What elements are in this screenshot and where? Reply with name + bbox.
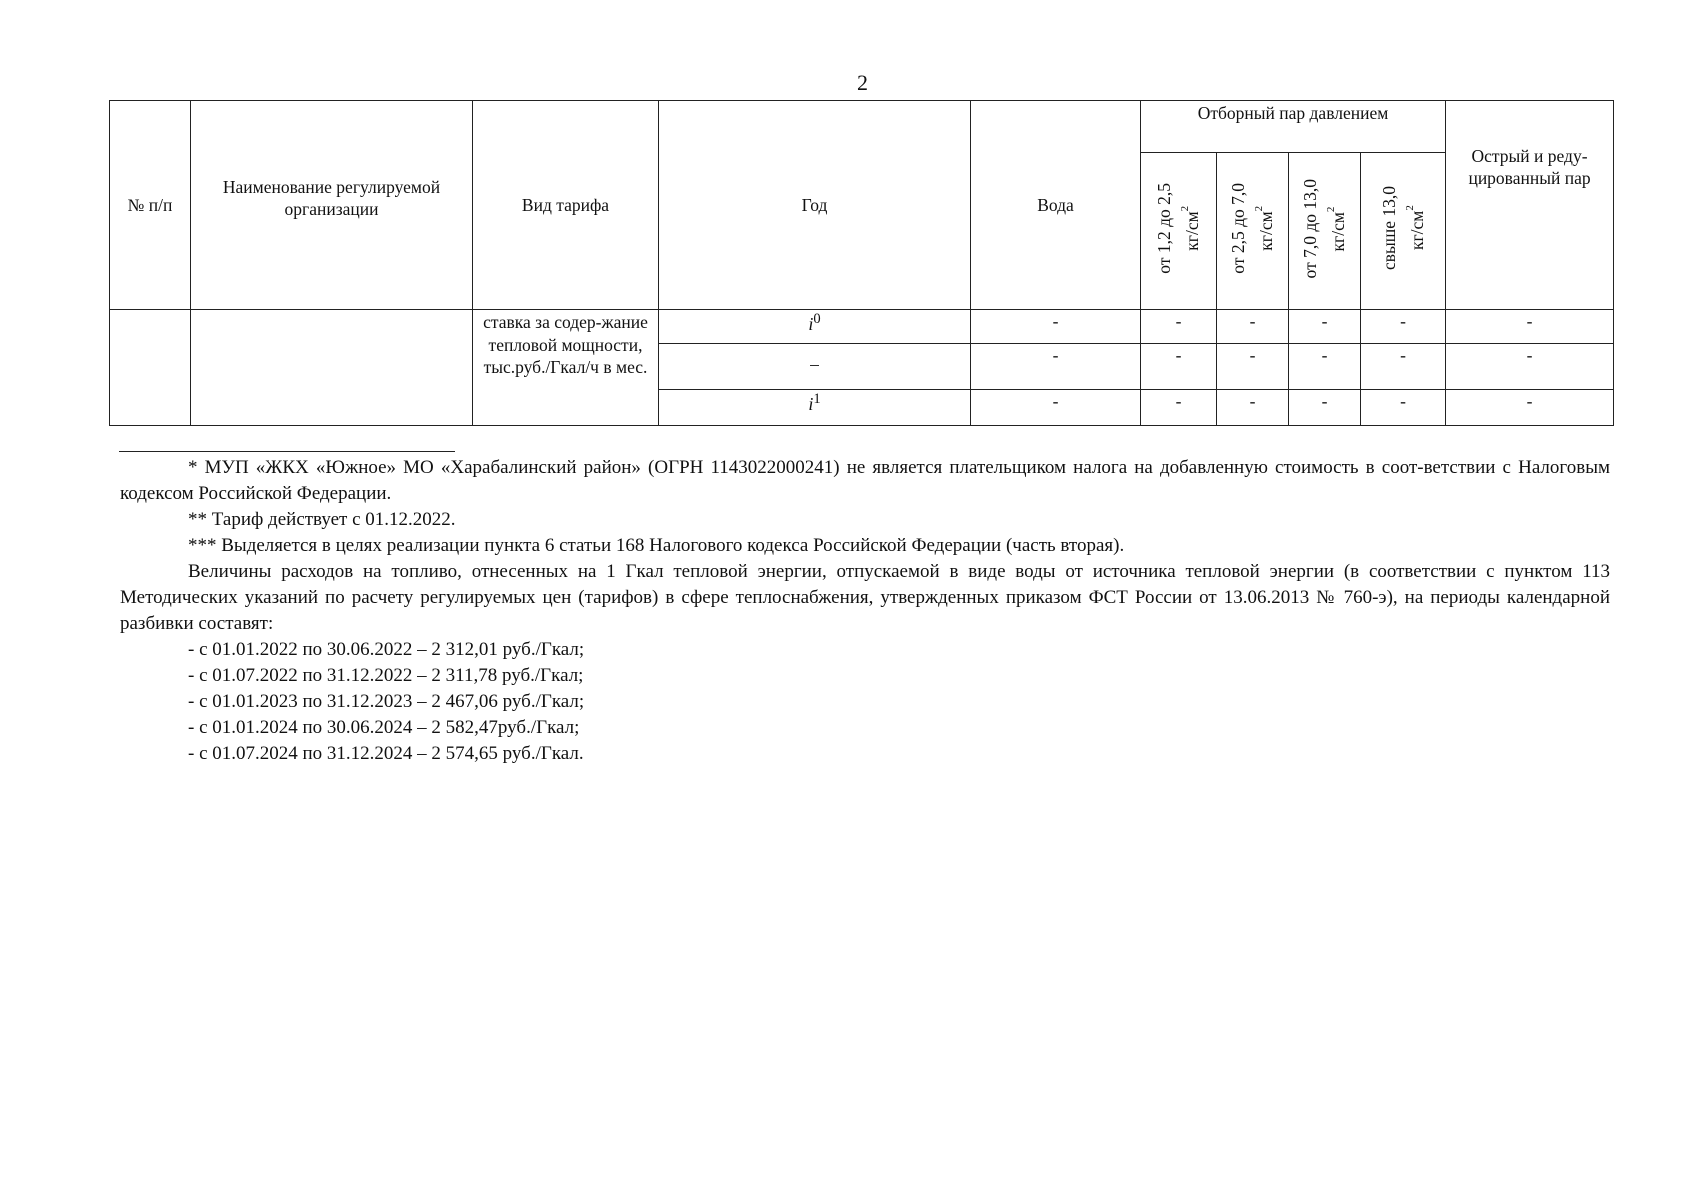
cell-year: –: [659, 344, 971, 390]
footnote-separator: [119, 451, 455, 452]
footnote-vat: * МУП «ЖКХ «Южное» МО «Харабалинский район» (ОГРН 1143022000241) не является плательщиком налога на добавленную стоимость в соот-ветствии с Налоговым кодексом Российской Федерации.: [120, 457, 1610, 504]
table-row: [110, 310, 1614, 344]
header-pressure-2: от 2,5 до 7,0 $кг/см^2$: [1217, 153, 1289, 310]
cell-p1: -: [1141, 390, 1217, 426]
footnote-tariff-date: ** Тариф действует с 01.12.2022.: [188, 509, 456, 530]
list-item: - с 01.01.2022 по 30.06.2022 – 2 312,01 руб./Гкал;: [188, 639, 585, 660]
cell-water: -: [971, 344, 1141, 390]
cell-p3: -: [1289, 344, 1361, 390]
cell-rate-label: ставка за содер-жание тепловой мощности, тыс.руб./Гкал/ч в мес.: [473, 310, 659, 426]
fuel-costs-paragraph: Величины расходов на топливо, отнесенных на 1 Гкал тепловой энергии, отпускаемой в виде воды от источника тепловой энергии (в соответствии с пунктом 113 Методических указаний по расчету регулируемых цен (тарифов) в сфере теплоснабжения, утвержденных приказом ФСТ России от 13.06.2013 № 760-э), на периоды календарной разбивки составят:: [120, 561, 1610, 634]
list-item: - с 01.01.2024 по 30.06.2024 – 2 582,47руб./Гкал;: [188, 717, 580, 738]
cell-num: [110, 310, 191, 426]
footnotes-section: [120, 455, 1610, 767]
cell-p4: -: [1361, 344, 1446, 390]
header-steam-group: Отборный пар давлением: [1141, 101, 1446, 153]
cell-sharp: -: [1446, 390, 1614, 426]
cell-p2: -: [1217, 344, 1289, 390]
cell-p1: -: [1141, 310, 1217, 344]
cell-org: [191, 310, 473, 426]
cell-p2: -: [1217, 310, 1289, 344]
cell-sharp: -: [1446, 344, 1614, 390]
cell-sharp: -: [1446, 310, 1614, 344]
cell-water: -: [971, 390, 1141, 426]
header-num: № п/п: [110, 101, 191, 310]
page-number: 2: [857, 70, 868, 95]
header-org: Наименование регулируемой организации: [191, 101, 473, 310]
list-item: - с 01.01.2023 по 31.12.2023 – 2 467,06 руб./Гкал;: [188, 691, 585, 712]
cell-p3: -: [1289, 390, 1361, 426]
header-pressure-4: свыше 13,0 $кг/см^2$: [1361, 153, 1446, 310]
cell-p4: -: [1361, 390, 1446, 426]
footnote-tax-code: *** Выделяется в целях реализации пункта 6 статьи 168 Налогового кодекса Российской Федерации (часть вторая).: [188, 535, 1125, 556]
header-year: Год: [659, 101, 971, 310]
header-pressure-1: от 1,2 до 2,5 $кг/см^2$: [1141, 153, 1217, 310]
list-item: - с 01.07.2022 по 31.12.2022 – 2 311,78 руб./Гкал;: [188, 665, 584, 686]
tariff-table: [109, 100, 1614, 426]
header-sharp-steam: Острый и реду-цированный пар: [1446, 101, 1614, 310]
cell-p2: -: [1217, 390, 1289, 426]
header-water: Вода: [971, 101, 1141, 310]
header-pressure-3: от 7,0 до 13,0 $кг/см^2$: [1289, 153, 1361, 310]
header-tariff-type: Вид тарифа: [473, 101, 659, 310]
list-item: - с 01.07.2024 по 31.12.2024 – 2 574,65 руб./Гкал.: [188, 743, 584, 764]
cell-water: -: [971, 310, 1141, 344]
cell-p4: -: [1361, 310, 1446, 344]
cell-p3: -: [1289, 310, 1361, 344]
cell-p1: -: [1141, 344, 1217, 390]
fuel-periods-list: [120, 637, 1610, 767]
cell-year: $i^0$: [659, 310, 971, 344]
cell-year: $i^1$: [659, 390, 971, 426]
